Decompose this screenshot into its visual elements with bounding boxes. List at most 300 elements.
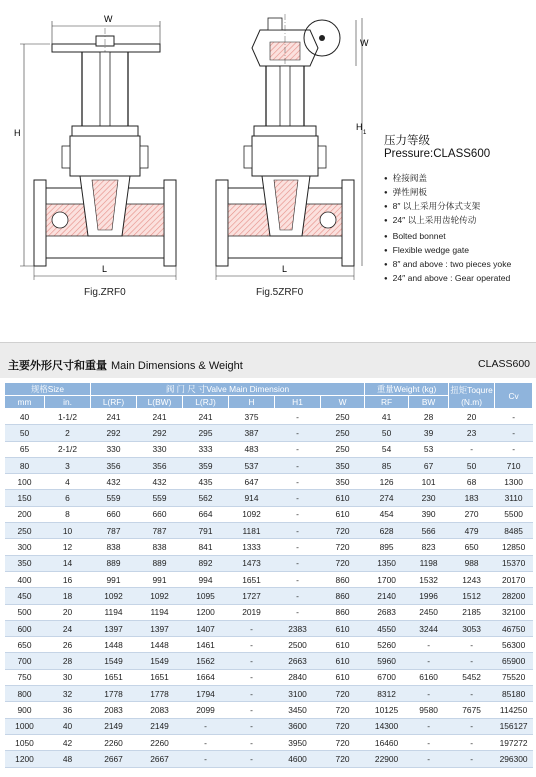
cell-weight-rf: 8312 <box>365 686 409 702</box>
cell-mm: 250 <box>5 523 45 539</box>
cell-w: 720 <box>321 751 365 767</box>
cell-l-rf: 889 <box>91 555 137 571</box>
cell-mm: 300 <box>5 539 45 555</box>
cell-weight-bw: - <box>409 686 449 702</box>
cell-l-rf: 838 <box>91 539 137 555</box>
cell-h: - <box>229 734 275 750</box>
cell-l-rf: 991 <box>91 571 137 587</box>
cell-weight-rf: 4550 <box>365 620 409 636</box>
cell-l-bw: 356 <box>137 457 183 473</box>
cell-torque: 650 <box>449 539 495 555</box>
cell-l-bw: 991 <box>137 571 183 587</box>
cell-in: 2-1/2 <box>45 441 91 457</box>
cell-w: 610 <box>321 637 365 653</box>
cell-h: - <box>229 669 275 685</box>
drawing-area <box>0 0 536 342</box>
table-row <box>5 604 533 620</box>
cell-weight-bw: 67 <box>409 457 449 473</box>
cell-h: - <box>229 702 275 718</box>
section-title-en: Main Dimensions & Weight <box>111 360 243 372</box>
cell-torque: 1243 <box>449 571 495 587</box>
cell-weight-bw: 2450 <box>409 604 449 620</box>
cell-h: - <box>229 751 275 767</box>
cell-l-rj: 1461 <box>183 637 229 653</box>
cell-weight-bw: 53 <box>409 441 449 457</box>
cell-l-rj: 333 <box>183 441 229 457</box>
cell-torque: 2185 <box>449 604 495 620</box>
cell-weight-bw: - <box>409 751 449 767</box>
cell-weight-rf: 5960 <box>365 653 409 669</box>
table-row <box>5 425 533 441</box>
feature-cn: ● 栓接阀盖 <box>384 172 480 186</box>
table-row <box>5 571 533 587</box>
cell-l-rf: 1549 <box>91 653 137 669</box>
cell-h1: 2840 <box>275 669 321 685</box>
cell-w: 720 <box>321 523 365 539</box>
cell-l-rj: - <box>183 751 229 767</box>
cell-torque: 23 <box>449 425 495 441</box>
cell-w: 610 <box>321 490 365 506</box>
cell-mm: 100 <box>5 474 45 490</box>
cell-h: 1333 <box>229 539 275 555</box>
cell-mm: 1200 <box>5 751 45 767</box>
cell-in: 14 <box>45 555 91 571</box>
cell-h1: - <box>275 490 321 506</box>
cell-l-rj: 841 <box>183 539 229 555</box>
cell-torque: 1512 <box>449 588 495 604</box>
cell-h1: 3450 <box>275 702 321 718</box>
header-valve-dimension: 阀 门 尺 寸Valve Main Dimension <box>91 383 365 396</box>
cell-h1: - <box>275 523 321 539</box>
cell-h: - <box>229 620 275 636</box>
cell-weight-bw: 1532 <box>409 571 449 587</box>
section-title-cn: 主要外形尺寸和重量 <box>8 360 107 372</box>
cell-w: 350 <box>321 474 365 490</box>
cell-cv: - <box>495 409 533 425</box>
cell-w: 720 <box>321 686 365 702</box>
cell-in: 16 <box>45 571 91 587</box>
cell-h: - <box>229 637 275 653</box>
fig-left-label: Fig.ZRF0 <box>84 287 126 298</box>
cell-mm: 200 <box>5 506 45 522</box>
cell-l-rf: 292 <box>91 425 137 441</box>
cell-w: 860 <box>321 604 365 620</box>
cell-w: 720 <box>321 555 365 571</box>
cell-weight-rf: 50 <box>365 425 409 441</box>
dim-h1-label: H <box>356 122 363 132</box>
cell-mm: 150 <box>5 490 45 506</box>
cell-h1: - <box>275 506 321 522</box>
cell-l-rj: 1095 <box>183 588 229 604</box>
cell-in: 2 <box>45 425 91 441</box>
cell-mm: 40 <box>5 409 45 425</box>
cell-weight-bw: 28 <box>409 409 449 425</box>
cell-torque: - <box>449 441 495 457</box>
cell-weight-bw: 3244 <box>409 620 449 636</box>
cell-l-bw: 1549 <box>137 653 183 669</box>
cell-in: 12 <box>45 539 91 555</box>
cell-weight-rf: 41 <box>365 409 409 425</box>
table-row <box>5 506 533 522</box>
cell-l-rj: 359 <box>183 457 229 473</box>
cell-h1: - <box>275 425 321 441</box>
table-row <box>5 702 533 718</box>
cell-cv: 15370 <box>495 555 533 571</box>
cell-h: 1651 <box>229 571 275 587</box>
cell-mm: 400 <box>5 571 45 587</box>
feature-en: ● 8″ and above : two pieces yoke <box>384 258 511 272</box>
cell-l-bw: 1194 <box>137 604 183 620</box>
table-row <box>5 653 533 669</box>
dim-l-right-label: L <box>282 264 288 274</box>
dim-h1-subscript: 1 <box>363 130 367 136</box>
dim-w-label: W <box>104 14 113 24</box>
cell-l-rf: 1397 <box>91 620 137 636</box>
cell-h1: 4600 <box>275 751 321 767</box>
cell-torque: 5452 <box>449 669 495 685</box>
cell-w: 610 <box>321 669 365 685</box>
cell-weight-rf: 1350 <box>365 555 409 571</box>
cell-mm: 80 <box>5 457 45 473</box>
cell-cv: 197272 <box>495 734 533 750</box>
table-row <box>5 669 533 685</box>
cell-weight-bw: 39 <box>409 425 449 441</box>
cell-l-bw: 292 <box>137 425 183 441</box>
cell-in: 8 <box>45 506 91 522</box>
cell-mm: 750 <box>5 669 45 685</box>
subheader-h: H <box>229 396 275 409</box>
cell-h: - <box>229 718 275 734</box>
cell-w: 610 <box>321 620 365 636</box>
cell-cv: 85180 <box>495 686 533 702</box>
cell-l-rj: 435 <box>183 474 229 490</box>
cell-h: 1181 <box>229 523 275 539</box>
subheader-l-bw: L(BW) <box>137 396 183 409</box>
cell-cv: 56300 <box>495 637 533 653</box>
cell-h: - <box>229 653 275 669</box>
cell-h1: 2663 <box>275 653 321 669</box>
cell-weight-rf: 126 <box>365 474 409 490</box>
cell-l-rf: 2149 <box>91 718 137 734</box>
cell-cv: 5500 <box>495 506 533 522</box>
cell-l-rj: 241 <box>183 409 229 425</box>
cell-l-rj: 791 <box>183 523 229 539</box>
feature-en: ● Flexible wedge gate <box>384 244 511 258</box>
cell-in: 26 <box>45 637 91 653</box>
cell-mm: 800 <box>5 686 45 702</box>
table-row <box>5 539 533 555</box>
subheader-mm: mm <box>5 396 45 409</box>
cell-weight-bw: 390 <box>409 506 449 522</box>
cell-l-rf: 356 <box>91 457 137 473</box>
cell-h1: - <box>275 555 321 571</box>
cell-h: 483 <box>229 441 275 457</box>
table-row <box>5 588 533 604</box>
cell-h: 375 <box>229 409 275 425</box>
cell-cv: 12850 <box>495 539 533 555</box>
cell-l-bw: 432 <box>137 474 183 490</box>
cell-h: 914 <box>229 490 275 506</box>
cell-torque: 50 <box>449 457 495 473</box>
cell-h: 1473 <box>229 555 275 571</box>
dim-l-label: L <box>102 264 108 274</box>
cell-weight-rf: 2683 <box>365 604 409 620</box>
table-row <box>5 457 533 473</box>
cell-l-bw: 1778 <box>137 686 183 702</box>
cell-l-rf: 1778 <box>91 686 137 702</box>
cell-cv: 156127 <box>495 718 533 734</box>
cell-h1: - <box>275 604 321 620</box>
cell-l-rj: 1407 <box>183 620 229 636</box>
cell-w: 860 <box>321 571 365 587</box>
cell-weight-rf: 895 <box>365 539 409 555</box>
cell-mm: 650 <box>5 637 45 653</box>
section-title <box>8 357 243 373</box>
subheader-l-rj: L(RJ) <box>183 396 229 409</box>
cell-torque: 3053 <box>449 620 495 636</box>
cell-weight-bw: 566 <box>409 523 449 539</box>
cell-weight-rf: 54 <box>365 441 409 457</box>
cell-l-rj: 664 <box>183 506 229 522</box>
cell-mm: 450 <box>5 588 45 604</box>
cell-l-rf: 432 <box>91 474 137 490</box>
cell-in: 42 <box>45 734 91 750</box>
cell-cv: 710 <box>495 457 533 473</box>
cell-l-rj: 1664 <box>183 669 229 685</box>
cell-w: 720 <box>321 539 365 555</box>
header-cv: Cv <box>495 383 533 409</box>
table-row <box>5 686 533 702</box>
features-cn-list <box>384 172 480 228</box>
cell-in: 40 <box>45 718 91 734</box>
cell-in: 10 <box>45 523 91 539</box>
table-row <box>5 555 533 571</box>
cell-l-bw: 2083 <box>137 702 183 718</box>
cell-h1: - <box>275 409 321 425</box>
cell-mm: 900 <box>5 702 45 718</box>
cell-h: 647 <box>229 474 275 490</box>
cell-l-rf: 1092 <box>91 588 137 604</box>
cell-weight-bw: 823 <box>409 539 449 555</box>
cell-w: 720 <box>321 702 365 718</box>
cell-h: 387 <box>229 425 275 441</box>
subheader-in: in. <box>45 396 91 409</box>
cell-torque: - <box>449 686 495 702</box>
cell-h1: - <box>275 457 321 473</box>
cell-cv: 75520 <box>495 669 533 685</box>
cell-l-bw: 559 <box>137 490 183 506</box>
subheader-l-rf: L(RF) <box>91 396 137 409</box>
cell-l-rf: 1448 <box>91 637 137 653</box>
cell-torque: - <box>449 718 495 734</box>
cell-weight-bw: 1198 <box>409 555 449 571</box>
cell-torque: - <box>449 637 495 653</box>
table-row <box>5 490 533 506</box>
cell-in: 28 <box>45 653 91 669</box>
feature-en: ● 24″ and above : Gear operated <box>384 272 511 286</box>
cell-torque: 270 <box>449 506 495 522</box>
cell-weight-rf: 10125 <box>365 702 409 718</box>
cell-l-rj: 892 <box>183 555 229 571</box>
cell-mm: 500 <box>5 604 45 620</box>
cell-torque: 479 <box>449 523 495 539</box>
cell-l-rj: 1562 <box>183 653 229 669</box>
cell-cv: 28200 <box>495 588 533 604</box>
cell-l-bw: 838 <box>137 539 183 555</box>
cell-l-rj: 994 <box>183 571 229 587</box>
cell-l-rf: 2260 <box>91 734 137 750</box>
header-torque: 扭矩Toqure (N.m) <box>450 384 493 407</box>
cell-w: 250 <box>321 409 365 425</box>
cell-h1: 3100 <box>275 686 321 702</box>
table-row <box>5 620 533 636</box>
cell-mm: 50 <box>5 425 45 441</box>
cell-l-bw: 1448 <box>137 637 183 653</box>
cell-cv: 32100 <box>495 604 533 620</box>
cell-h1: - <box>275 474 321 490</box>
cell-h: 2019 <box>229 604 275 620</box>
cell-weight-bw: 9580 <box>409 702 449 718</box>
subheader-rf: RF <box>365 396 409 409</box>
cell-weight-bw: - <box>409 653 449 669</box>
cell-weight-rf: 454 <box>365 506 409 522</box>
cell-l-bw: 660 <box>137 506 183 522</box>
cell-weight-rf: 6700 <box>365 669 409 685</box>
cell-torque: - <box>449 734 495 750</box>
cell-mm: 1050 <box>5 734 45 750</box>
cell-cv: 65900 <box>495 653 533 669</box>
cell-l-rf: 241 <box>91 409 137 425</box>
cell-mm: 65 <box>5 441 45 457</box>
cell-w: 610 <box>321 506 365 522</box>
gate-valve-drawing-gear <box>200 8 370 280</box>
cell-w: 250 <box>321 425 365 441</box>
cell-l-rf: 1194 <box>91 604 137 620</box>
cell-weight-rf: 1700 <box>365 571 409 587</box>
cell-cv: - <box>495 441 533 457</box>
cell-w: 860 <box>321 588 365 604</box>
cell-cv: - <box>495 425 533 441</box>
cell-l-bw: 2149 <box>137 718 183 734</box>
cell-torque: - <box>449 751 495 767</box>
cell-l-rj: 295 <box>183 425 229 441</box>
cell-torque: 20 <box>449 409 495 425</box>
cell-w: 350 <box>321 457 365 473</box>
cell-weight-rf: 2140 <box>365 588 409 604</box>
cell-l-rf: 1651 <box>91 669 137 685</box>
cell-in: 4 <box>45 474 91 490</box>
cell-in: 48 <box>45 751 91 767</box>
dimensions-table <box>4 382 533 768</box>
cell-in: 3 <box>45 457 91 473</box>
table-row <box>5 523 533 539</box>
cell-cv: 296300 <box>495 751 533 767</box>
cell-w: 250 <box>321 441 365 457</box>
cell-mm: 1000 <box>5 718 45 734</box>
cell-weight-bw: 6160 <box>409 669 449 685</box>
cell-l-rf: 2667 <box>91 751 137 767</box>
cell-l-bw: 1092 <box>137 588 183 604</box>
table-row <box>5 718 533 734</box>
cell-weight-rf: 274 <box>365 490 409 506</box>
cell-cv: 20170 <box>495 571 533 587</box>
cell-in: 6 <box>45 490 91 506</box>
cell-l-rf: 559 <box>91 490 137 506</box>
cell-weight-bw: 101 <box>409 474 449 490</box>
cell-l-rf: 787 <box>91 523 137 539</box>
dim-w-right-label: W <box>360 38 369 48</box>
cell-weight-rf: 5260 <box>365 637 409 653</box>
cell-l-bw: 1651 <box>137 669 183 685</box>
table-row <box>5 734 533 750</box>
cell-h1: 2383 <box>275 620 321 636</box>
table-row <box>5 409 533 425</box>
subheader-h1: H1 <box>275 396 321 409</box>
cell-cv: 114250 <box>495 702 533 718</box>
cell-h: 537 <box>229 457 275 473</box>
cell-mm: 600 <box>5 620 45 636</box>
cell-h1: - <box>275 539 321 555</box>
cell-weight-bw: 230 <box>409 490 449 506</box>
pressure-class: 压力等级Pressure:CLASS600 <box>384 135 491 160</box>
gate-valve-drawing-handwheel <box>10 8 190 280</box>
class-label: CLASS600 <box>478 358 530 370</box>
cell-w: 720 <box>321 734 365 750</box>
cell-h1: 3950 <box>275 734 321 750</box>
cell-cv: 3110 <box>495 490 533 506</box>
section-header <box>0 342 536 378</box>
cell-weight-rf: 14300 <box>365 718 409 734</box>
dimensions-table-body <box>5 409 533 768</box>
cell-l-rf: 660 <box>91 506 137 522</box>
cell-torque: 988 <box>449 555 495 571</box>
cell-cv: 8485 <box>495 523 533 539</box>
cell-torque: 7675 <box>449 702 495 718</box>
dim-h-label: H <box>14 128 21 138</box>
cell-weight-rf: 22900 <box>365 751 409 767</box>
cell-w: 720 <box>321 718 365 734</box>
cell-weight-bw: - <box>409 718 449 734</box>
cell-l-bw: 330 <box>137 441 183 457</box>
cell-h: 1727 <box>229 588 275 604</box>
fig-right-label: Fig.5ZRF0 <box>256 287 304 298</box>
subheader-bw: BW <box>409 396 449 409</box>
cell-cv: 1300 <box>495 474 533 490</box>
header-weight: 重量Weight (kg) <box>365 383 449 396</box>
cell-mm: 350 <box>5 555 45 571</box>
cell-in: 18 <box>45 588 91 604</box>
cell-w: 610 <box>321 653 365 669</box>
cell-weight-bw: - <box>409 637 449 653</box>
table-row <box>5 637 533 653</box>
cell-weight-rf: 628 <box>365 523 409 539</box>
cell-torque: 183 <box>449 490 495 506</box>
feature-cn: ● 24″ 以上采用齿轮传动 <box>384 214 480 228</box>
cell-h: 1092 <box>229 506 275 522</box>
feature-cn: ● 8″ 以上采用分体式支架 <box>384 200 480 214</box>
cell-in: 1-1/2 <box>45 409 91 425</box>
cell-h1: 2500 <box>275 637 321 653</box>
cell-in: 30 <box>45 669 91 685</box>
table-row <box>5 441 533 457</box>
cell-in: 24 <box>45 620 91 636</box>
cell-weight-bw: 1996 <box>409 588 449 604</box>
cell-torque: - <box>449 653 495 669</box>
feature-cn: ● 弹性闸板 <box>384 186 480 200</box>
cell-l-rj: 1794 <box>183 686 229 702</box>
cell-cv: 46750 <box>495 620 533 636</box>
table-row <box>5 474 533 490</box>
